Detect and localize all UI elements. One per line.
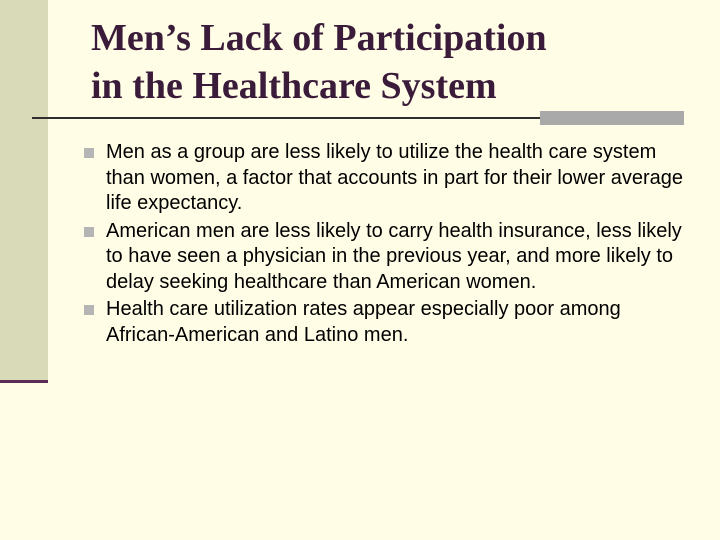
slide-title (91, 14, 651, 110)
list-item (84, 219, 684, 296)
square-bullet-icon (84, 305, 94, 315)
left-decorative-band (0, 0, 48, 382)
left-band-underline (0, 380, 48, 383)
list-item (84, 140, 684, 217)
bullet-text: American men are less likely to carry health insurance, less likely to have seen a physician in the previous year, and more likely to delay seeking healthcare than American women. (106, 219, 682, 293)
bullet-list (84, 140, 684, 348)
square-bullet-icon (84, 148, 94, 158)
bullet-text: Men as a group are less likely to utilize the health care system than women, a factor that accounts in part for their lower average life expectancy. (106, 141, 683, 214)
title-line-1: Men’s Lack of Participation (91, 17, 547, 59)
list-item (84, 297, 684, 348)
title-line-2: in the Healthcare System (91, 65, 497, 107)
bullet-text: Health care utilization rates appear especially poor among African-American and Latino men. (106, 298, 621, 346)
accent-bar (540, 111, 684, 125)
square-bullet-icon (84, 227, 94, 237)
